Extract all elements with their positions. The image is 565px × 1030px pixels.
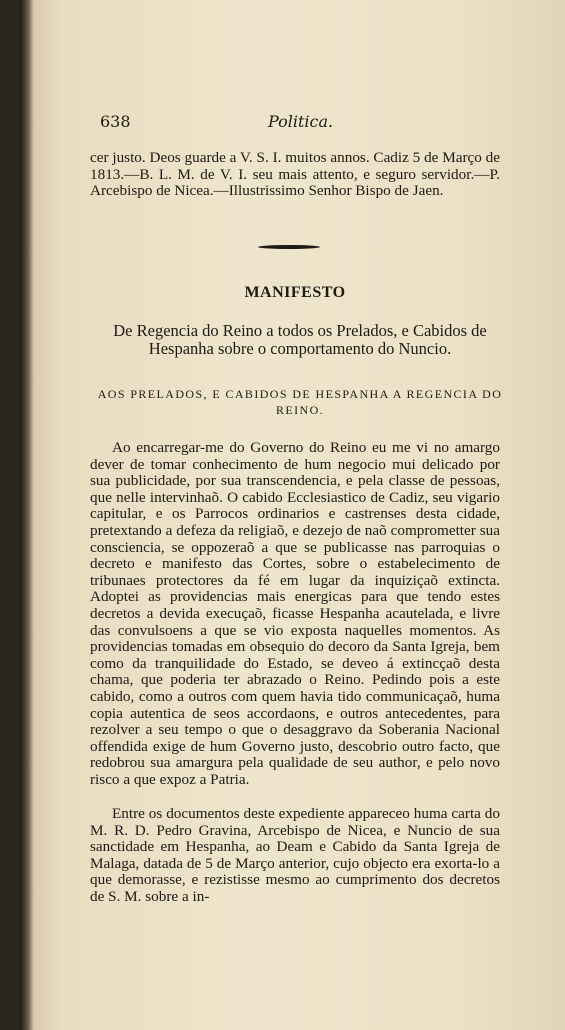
previous-document-ending: cer justo. Deos guarde a V. S. I. muitos annos. Cadiz 5 de Março de 1813.—B. L. M. de V. I. seu mais attento, e seguro servidor.—P. Arcebispo de Nicea.—Illustrissimo Senhor Bispo de Jaen. [90, 149, 500, 200]
section-title: MANIFESTO [244, 284, 346, 301]
salutation-heading: AOS PRELADOS, E CABIDOS DE HESPANHA A REGENCIA DO REINO. [97, 387, 503, 417]
page-number: 638 [100, 112, 131, 131]
page-header [100, 112, 500, 134]
section-divider-rule [258, 245, 320, 249]
running-head: Politica. [268, 112, 334, 131]
body-paragraph: Ao encarregar-me do Governo do Reino eu me vi no amargo dever de tomar conhecimento de hum negocio mui delicado por sua publicidade, por sua transcendencia, e pela classe de pessoas, que nelle intervinhaõ. O cabido Ecclesiastico de Cadiz, seu vigario capitular, e os Parrocos ordinarios e castrenses desta cidade, pretextando a defeza da religiaõ, e dezejo de naõ comprometter sua consciencia, se oppozeraõ a que se publicasse nas parroquias o decreto e manifesto das Cortes, sobre o estabelecimento de tribunaes protectores da fé em lugar da inquiziçaõ extincta. Adoptei as providencias mais energicas para que tendo estes decretos a devida execuçaõ, ficasse Hespanha acautelada, e livre das convulsoens a que se vio exposta naquelles momentos. As providencias tomadas em obsequio do decoro da Santa Igreja, bem como da tranquilidade do Estado, se deveo á extincçaõ desta chama, que poderia ter abrazado o Reino. Pedindo pois a este cabido, como a outros com quem havia tido communicaçaõ, huma copia autentica de seos accordaons, e outros antecedentes, para rezolver a seu tempo o que o desaggravo da Soberania Nacional offendida exige de hum Governo justo, descobrio outro facto, que redobrou sua amargura pela qualidade de seu author, e pelo novo risco a que expoz a Patria. [90, 439, 500, 788]
section-subtitle: De Regencia do Reino a todos os Prelados, e Cabidos de Hespanha sobre o comportamento do Nuncio. [113, 321, 487, 358]
binding-gutter-shadow [20, 0, 34, 1030]
body-paragraph: Entre os documentos deste expediente appareceo huma carta do M. R. D. Pedro Gravina, Arcebispo de Nicea, e Nuncio de sua sanctidade em Hespanha, ao Deam e Cabido da Santa Igreja de Malaga, datada de 5 de Março anterior, cujo objecto era exorta-lo a que demorasse, e rezistisse mesmo ao cumprimento dos decretos de S. M. sobre a in- [90, 805, 500, 905]
